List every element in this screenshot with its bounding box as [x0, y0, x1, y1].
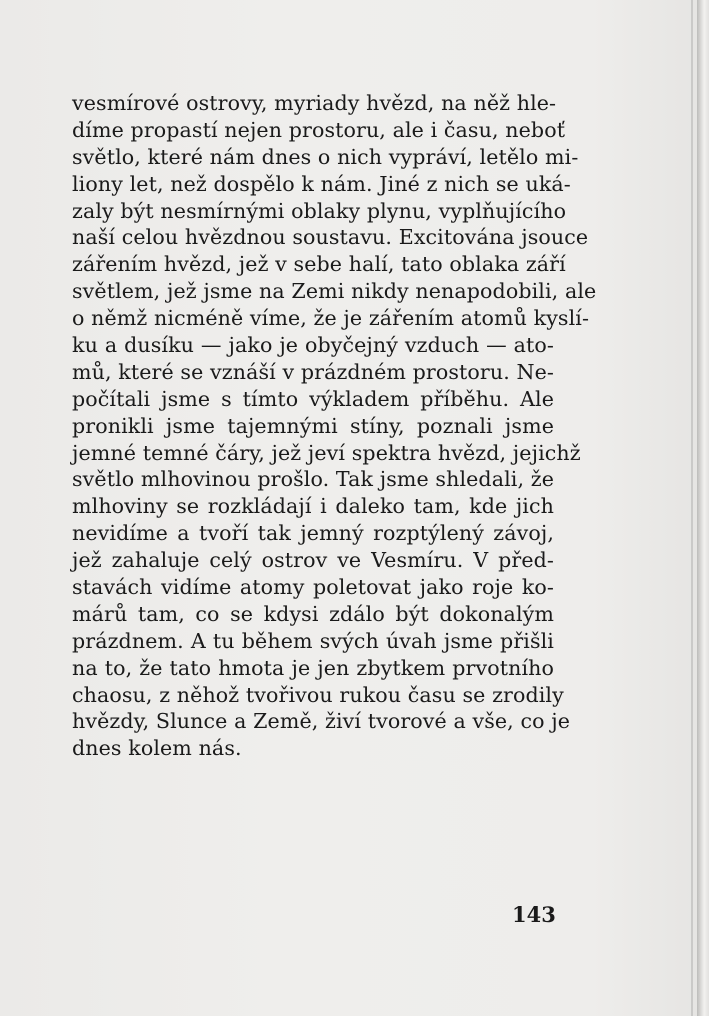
text-line: mů, které se vznáší v prázdném prostoru. Ne- — [72, 359, 554, 384]
text-line: ku a dusíku — jako je obyčejný vzduch — ato- — [72, 333, 554, 358]
text-line: prázdnem. A tu během svých úvah jsme přišli — [72, 628, 554, 653]
text-line: vesmírové ostrovy, myriady hvězd, na něž hle- — [72, 91, 557, 115]
page-fold-shadow — [691, 0, 693, 1016]
text-line: hvězdy, Slunce a Země, živí tvorové a vše, co je — [72, 709, 571, 734]
text-line: o němž nicméně víme, že je zářením atomů kyslí- — [72, 306, 590, 331]
text-line: jemné temné čáry, jež jeví spektra hvězd, jejichž — [72, 440, 581, 465]
text-line: liony let, než dospělo k nám. Jiné z nich se uká- — [72, 171, 571, 196]
text-line: počítali jsme s tímto výkladem příběhu. Ale — [72, 386, 554, 411]
text-line: na to, že tato hmota je jen zbytkem prvotního — [72, 655, 554, 680]
text-line: chaosu, z něhož tvořivou rukou času se zrodily — [72, 682, 564, 707]
text-line: světlo, které nám dnes o nich vypráví, letělo mi- — [72, 144, 579, 169]
page-number: 143 — [512, 902, 556, 927]
text-line: světlo mlhovinou prošlo. Tak jsme shledali, že — [72, 467, 554, 492]
text-line: naší celou hvězdnou soustavu. Excitována jsouce — [72, 225, 589, 250]
text-line: pronikli jsme tajemnými stíny, poznali jsme — [72, 413, 554, 438]
text-line: jež zahaluje celý ostrov ve Vesmíru. V před- — [72, 548, 554, 573]
page-edge — [697, 0, 709, 1016]
text-line: zaly být nesmírnými oblaky plynu, vyplňujícího — [72, 198, 567, 223]
text-line: stavách vidíme atomy poletovat jako roje ko- — [72, 575, 554, 600]
text-line: zářením hvězd, jež v sebe halí, tato oblaka září — [72, 252, 566, 277]
text-line: márů tam, co se kdysi zdálo být dokonalým — [72, 601, 554, 626]
text-line: díme propastí nejen prostoru, ale i času, neboť — [72, 117, 566, 142]
text-line: světlem, jež jsme na Zemi nikdy nenapodobili, ale — [72, 279, 597, 304]
text-line: nevidíme a tvoří tak jemný rozptýlený závoj, — [72, 521, 554, 546]
body-text — [72, 90, 597, 762]
text-line: mlhoviny se rozkládají i daleko tam, kde jich — [72, 494, 554, 519]
text-line: dnes kolem nás. — [72, 736, 242, 761]
